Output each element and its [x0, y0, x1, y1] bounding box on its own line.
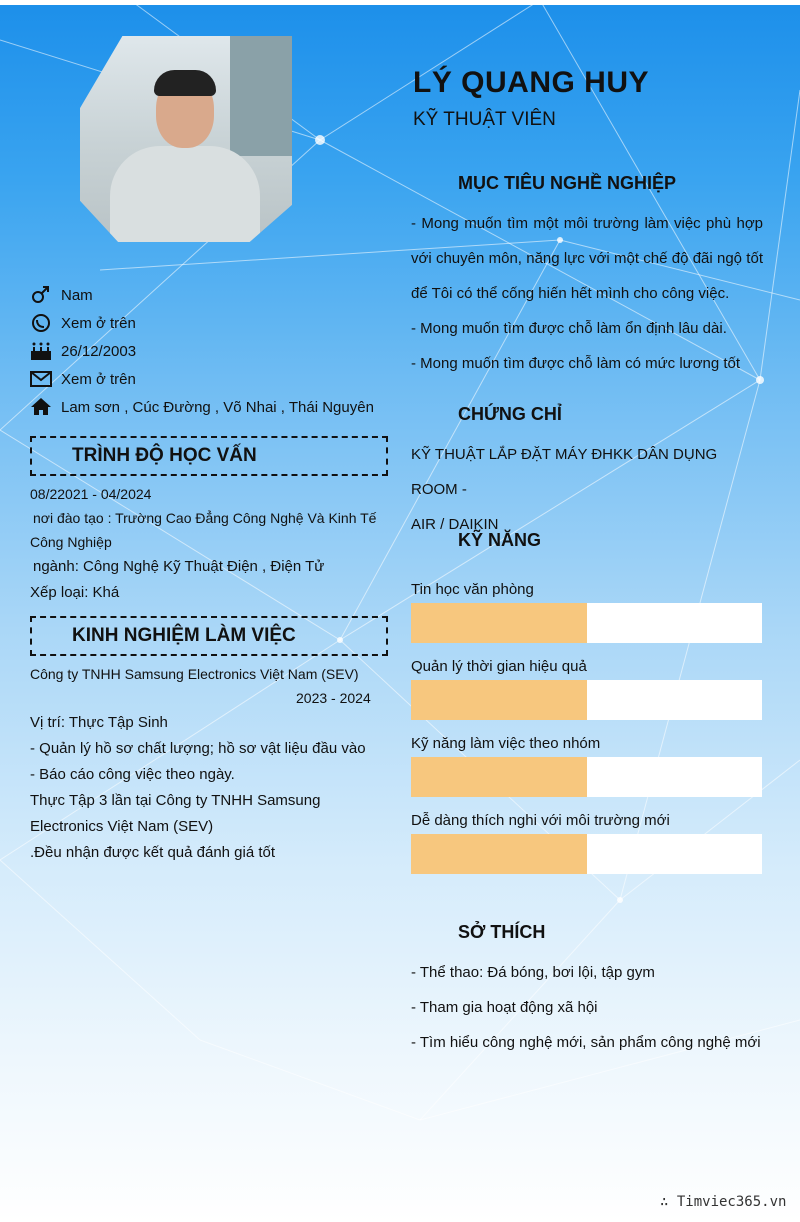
objective-line: - Mong muốn tìm được chỗ làm có mức lương tốt [411, 355, 741, 372]
experience-heading: KINH NGHIỆM LÀM VIỆC [72, 625, 296, 646]
candidate-name: LÝ QUANG HUY [413, 66, 650, 99]
hobby-line: - Tìm hiểu công nghệ mới, sản phẩm công nghệ mới [411, 1034, 761, 1051]
gender-icon [30, 285, 52, 305]
job-title: KỸ THUẬT VIÊN [413, 109, 556, 130]
experience-company: Công ty TNHH Samsung Electronics Việt Nam (SEV) [30, 666, 359, 682]
objective-line: để Tôi có thể cống hiến hết mình cho công việc. [411, 285, 730, 302]
education-school-cont: Công Nghiệp [30, 534, 112, 550]
skill-label: Kỹ năng làm việc theo nhóm [411, 735, 601, 752]
hobby-line: - Thể thao: Đá bóng, bơi lội, tập gym [411, 964, 655, 981]
hobby-line: - Tham gia hoạt động xã hội [411, 999, 598, 1016]
info-email [30, 369, 136, 389]
watermark-logo: ∴ Timviec365.vn [660, 1194, 787, 1210]
experience-period: 2023 - 2024 [296, 690, 371, 706]
experience-header [30, 616, 388, 656]
skill-bar [411, 757, 762, 797]
experience-line: - Báo cáo công việc theo ngày. [30, 766, 235, 783]
skill-bar-fill [411, 834, 587, 874]
skill-label: Dễ dàng thích nghi với môi trường mới [411, 812, 670, 829]
experience-line: Thực Tập 3 lần tại Công ty TNHH Samsung [30, 792, 321, 809]
info-address [30, 397, 374, 417]
skill-bar [411, 603, 762, 643]
skill-bar [411, 680, 762, 720]
objective-heading: MỤC TIÊU NGHỀ NGHIỆP [458, 173, 677, 193]
birthday-cake-icon [30, 341, 52, 361]
skills-heading: KỸ NĂNG [458, 530, 542, 550]
objective-line: với chuyên môn, năng lực với một chế độ đãi ngộ tốt [411, 250, 763, 267]
skill-bar-fill [411, 603, 587, 643]
certificates-heading: CHỨNG CHỈ [458, 404, 562, 424]
experience-line: Vị trí: Thực Tập Sinh [30, 714, 168, 731]
experience-line: - Quản lý hồ sơ chất lượng; hồ sơ vật liệu đầu vào [30, 740, 366, 757]
experience-line: Electronics Việt Nam (SEV) [30, 818, 214, 835]
info-gender [30, 285, 93, 305]
education-period: 08/22021 - 04/2024 [30, 486, 152, 502]
whatsapp-icon [30, 313, 52, 333]
skill-bar-fill [411, 757, 587, 797]
objective-line: - Mong muốn tìm được chỗ làm ổn định lâu dài. [411, 320, 727, 337]
skill-bar-fill [411, 680, 587, 720]
info-gender-value: Nam [61, 286, 93, 304]
hobbies-heading: SỞ THÍCH [458, 922, 546, 942]
info-email-value: Xem ở trên [61, 370, 136, 388]
info-birthday [30, 341, 136, 361]
certificate-line: AIR / DAIKIN [411, 516, 499, 533]
education-major: ngành: Công Nghệ Kỹ Thuật Điện , Điện Tử [33, 558, 325, 575]
certificates-text [411, 437, 763, 542]
info-phone [30, 313, 136, 333]
email-icon [30, 369, 52, 389]
info-address-value: Lam sơn , Cúc Đường , Võ Nhai , Thái Nguyên [61, 398, 374, 416]
education-heading: TRÌNH ĐỘ HỌC VẤN [72, 445, 257, 466]
education-school: nơi đào tạo : Trường Cao Đẳng Công Nghệ Và Kinh Tế [33, 510, 377, 526]
info-birthday-value: 26/12/2003 [61, 342, 137, 360]
education-header [30, 436, 388, 476]
hobbies-text [411, 955, 763, 1060]
education-grade: Xếp loại: Khá [30, 584, 120, 601]
certificate-line: KỸ THUẬT LẮP ĐẶT MÁY ĐHKK DÂN DỤNG ROOM - [411, 446, 718, 498]
skill-label: Tin học văn phòng [411, 581, 534, 598]
info-phone-value: Xem ở trên [61, 314, 136, 332]
objective-text [411, 206, 763, 381]
objective-line: - Mong muốn tìm một môi trường làm việc phù hợp [411, 215, 763, 232]
experience-line: .Đều nhận được kết quả đánh giá tốt [30, 844, 276, 861]
profile-photo [80, 36, 292, 242]
home-icon [30, 397, 52, 417]
skill-label: Quản lý thời gian hiệu quả [411, 658, 587, 675]
skill-bar [411, 834, 762, 874]
